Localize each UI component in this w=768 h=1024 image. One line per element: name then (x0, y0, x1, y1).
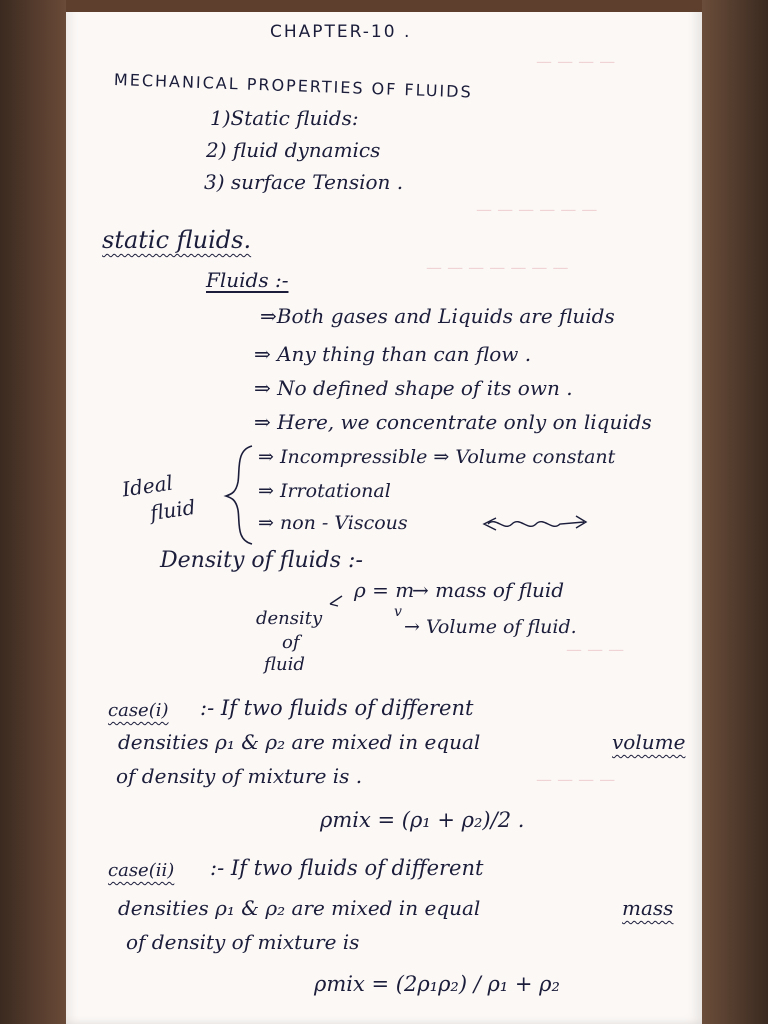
case-2-text: of density of mixture is (126, 930, 360, 954)
ideal-property: ⇒ non - Viscous (258, 512, 408, 534)
density-label: of (282, 632, 300, 653)
chapter-heading: CHAPTER-10 . (270, 22, 412, 42)
density-formula: ρ = m (354, 578, 415, 602)
case-1-text: densities ρ₁ & ρ₂ are mixed in equal (118, 730, 481, 754)
curly-brace (226, 446, 252, 544)
case-2-text-underlined: mass (622, 896, 674, 920)
case-1-text: :- If two fluids of different (200, 696, 474, 720)
bleed-through: — — — (566, 640, 625, 659)
case-2-text: :- If two fluids of different (210, 856, 484, 880)
ideal-property: ⇒ Irrotational (258, 480, 391, 502)
topic-item: 3) surface Tension . (204, 170, 404, 194)
section-heading: static fluids. (102, 226, 252, 254)
wavy-arrow (484, 516, 586, 530)
topic-item: 1)Static fluids: (210, 106, 359, 130)
mass-label: → mass of fluid (412, 578, 565, 602)
bleed-through: — — — — — — — (426, 258, 569, 277)
bleed-through: — — — — (536, 770, 616, 789)
bleed-through: — — — — (536, 52, 616, 71)
case-1-label: case(i) (108, 700, 169, 721)
bleed-through: — — — — — — (476, 200, 598, 219)
point-item: ⇒ Any thing than can flow . (254, 342, 532, 366)
density-label: density (256, 608, 323, 629)
topic-item: 2) fluid dynamics (206, 138, 381, 162)
ideal-property: ⇒ Incompressible ⇒ Volume constant (258, 446, 616, 468)
density-label: fluid (264, 654, 305, 675)
fluids-heading: Fluids :- (206, 268, 289, 292)
density-formula-denominator: v (394, 604, 402, 620)
case-2-formula: ρmix = (2ρ₁ρ₂) / ρ₁ + ρ₂ (314, 972, 560, 996)
volume-label: → Volume of fluid. (404, 616, 577, 638)
ideal-label: fluid (148, 494, 197, 526)
point-item: ⇒ Here, we concentrate only on liquids (254, 410, 652, 434)
ideal-label: Ideal (120, 470, 175, 502)
case-1-text: of density of mixture is . (116, 764, 363, 788)
chapter-title: MECHANICAL PROPERTIES OF FLUIDS (113, 70, 474, 102)
point-item: ⇒Both gases and Liquids are fluids (260, 304, 615, 328)
density-arrow (330, 596, 342, 606)
case-2-label: case(ii) (108, 860, 175, 881)
case-2-text: densities ρ₁ & ρ₂ are mixed in equal (118, 896, 481, 920)
density-heading: Density of fluids :- (160, 548, 363, 573)
case-1-formula: ρmix = (ρ₁ + ρ₂)/2 . (320, 808, 525, 832)
case-1-text-underlined: volume (612, 730, 686, 754)
point-item: ⇒ No defined shape of its own . (254, 376, 573, 400)
